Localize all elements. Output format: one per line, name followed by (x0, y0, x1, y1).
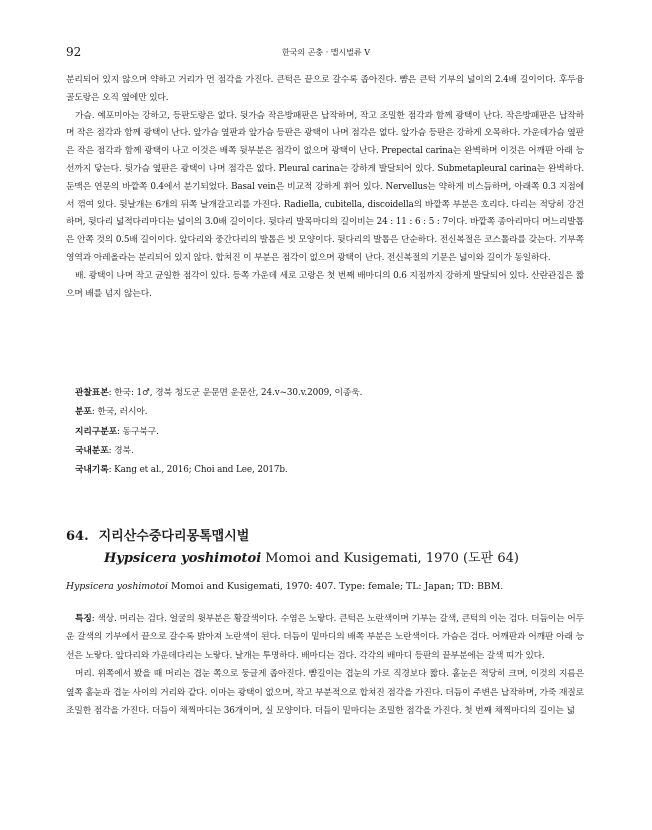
features-text: : 색상. 머리는 검다. 얼굴의 윗부분은 황갈색이다. 수염은 노랗다. 큰턱은 노란색이며 기부는 갈색, 큰턱의 이는 검다. 더듬이는 어두운 갈색의 기부에서 끝으로 갈수록 밝아져 노란색이 된다. 더듬이 밑마디의 배쪽 부분은 노란색이다. 가슴은 검다. 어깨판과 어깨판 아래 능선은 노랗다. 앞다리와 가운데다리는 노랗다. 날개는 투명하다. 배마디는 검다. 각각의 배마디 등판의 끝부분에는 갈색 띠가 있다. (66, 614, 584, 661)
paragraph-abdomen: 배. 광택이 나며 작고 균일한 점각이 있다. 등쪽 가운데 세로 고랑은 첫 번째 배마디의 0.6 지점까지 강하게 발달되어 있다. 산란관집은 짧으며 배를 넘지 않는다. (66, 270, 584, 299)
species-authority: Momoi and Kusigemati, 1970 (도판 64) (261, 551, 519, 566)
record-value: : 동구북구. (117, 426, 159, 437)
citation-scientific-name: Hypsicera yoshimotoi (66, 581, 169, 592)
record-label: 국내기록 (75, 465, 109, 476)
record-value: : 한국: 1♂, 경북 청도군 운문면 운문산, 24.v~30.v.2009, 이종욱. (108, 388, 363, 398)
record-value: : 경북. (108, 445, 134, 456)
page-number: 92 (66, 45, 82, 59)
record-label: 분포 (75, 407, 92, 418)
paragraph-features-color (66, 610, 584, 665)
species-korean-title (66, 528, 586, 546)
record-distribution (75, 403, 585, 422)
species-scientific-title (104, 549, 586, 569)
specimen-records (75, 384, 585, 480)
record-zoogeographic (75, 423, 585, 442)
paragraph-thorax: 가슴. 예포미아는 강하고, 등판도랑은 없다. 뒷가슴 작은방패판은 납작하며, 작고 조밀한 점각과 함께 광택이 난다. 작은방패판은 납작하며 작은 점각과 함께 광택이 난다. 앞가슴 옆판과 앞가슴 등판은 광택이 나며 점각은 없다. 앞가슴 등판은 강하게 오목하다. 가운데가슴 옆판은 작은 점각과 함께 광택이 나고 이것은 배쪽 뒷부분은 점각이 없으며 광택이 난다. Prepectal carina는 완벽하며 이것은 어깨판 아래 능선까지 닿는다. 뒷가슴 옆판은 광택이 나며 점각은 없다. Pleural carina는 강하게 발달되어 있다. Submetapleural carina는 완벽하다. 둔맥은 연문의 바깥쪽 0.4에서 분기되었다. Basal vein은 비교적 강하게 휘어 있다. Nervellus는 약하게 비스듬하며, 아래쪽 0.3 지점에서 꺾여 있다. 뒷날개는 6개의 뒤쪽 날개갈고리를 가진다. Radiella, cubitella, discoidella의 바깥쪽 부분은 흐리다. 다리는 적당히 강건하며, 뒷다리 넓적다리마디는 넓이의 3.0배 길이이다. 뒷다리 발목마디의 길이비는 24 : 11 : 6 : 5 : 7이다. 바깥쪽 종아리마디 며느리발톱은 안쪽 것의 0.5배 길이이다. 앞다리와 중간다리의 발톱은 빗 모양이다. 뒷다리의 발톱은 단순하다. 전신복절은 코스톨라를 갖는다. 기부쪽 영역과 아레올라는 분리되어 있지 않다. 합쳐진 이 부분은 점각이 없으며 광택이 난다. 전신복절의 기문은 넓이와 길이가 동일하다. (66, 110, 584, 263)
record-examined-material (75, 384, 585, 403)
species-heading (66, 528, 586, 569)
species-korean-name: 지리산수중다리몽톡맵시벌 (98, 529, 250, 544)
record-label: 관찰표본 (75, 388, 109, 398)
record-label: 지리구분포 (75, 426, 117, 437)
body-text-top (66, 72, 584, 303)
species-scientific-name: Hypsicera yoshimotoi (104, 551, 262, 566)
features-label: 특징 (75, 614, 92, 624)
record-domestic-distribution (75, 442, 585, 461)
paragraph-head-continued: 분리되어 있지 않으며 약하고 거리가 먼 점각을 가진다. 큰턱은 끝으로 갈수록 좁아진다. 뺨은 큰턱 기부의 넓이의 2.4배 길이이다. 후두융골도랑은 오직 옆에만 있다. (66, 75, 584, 103)
species-number: 64. (66, 529, 89, 544)
record-value: : Kang et al., 2016; Choi and Lee, 2017b. (108, 465, 288, 476)
citation-details: Momoi and Kusigemati, 1970: 407. Type: female; TL: Japan; TD: BBM. (168, 581, 504, 592)
record-domestic-literature (75, 461, 585, 480)
paragraph-head: 머리. 위쪽에서 봤을 때 머리는 겹눈 쪽으로 둥글게 좁아진다. 뺨길이는 겹눈의 가로 직경보다 짧다. 홑눈은 적당히 크며, 이것의 지름은 옆쪽 홑눈과 겹눈 사이의 거리와 같다. 이마는 광택이 없으며, 작고 부분적으로 합쳐진 점각을 가진다. 더듬이 주변은 납작하며, 가죽 재질로 조밀한 점각을 가진다. 더듬이 채찍마디는 36개이며, 실 모양이다. 더듬이 밑마디는 조밀한 점각을 가진다. 첫 번째 채찍마디의 길이는 넓 (66, 669, 584, 717)
running-head: 한국의 곤충 · 맵시벌류 V (281, 48, 371, 57)
record-value: : 한국, 러시아. (91, 407, 148, 418)
record-label: 국내분포 (75, 445, 109, 456)
species-description (66, 610, 584, 720)
species-citation (66, 580, 586, 594)
